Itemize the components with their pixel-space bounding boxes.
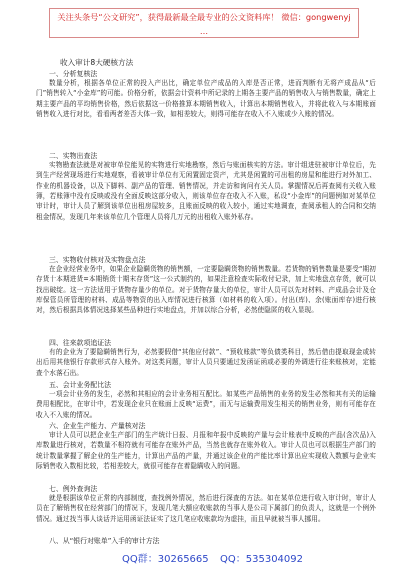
section-paragraph-4: 有的企业为了要隐瞒销售行为，必然要假借“其他应付款”、“预收账款”等负债类科目，然后借由提取现金或转出后用其他银行存款形式存入账外。对这类问题，审计人员只要通过发函证函或必要的外调进行往来账核对，定能查个水落石出。 [36, 348, 376, 377]
section-heading-5: 五、会计业务配比法 [49, 381, 112, 389]
section-heading-8: 八、从“银行对账单”入手的审计方法 [49, 537, 160, 545]
footer-qq-contact: QQ：535304092 [220, 554, 304, 565]
section-paragraph-2: 实物勘查法就是对被审单位能见的实物进行实地勘察，然后与账面核实的方法。审计组进驻被审计单位后，先到生产经营现场进行实地观察，看被审计单位有无闲置固定资产，尤其是闲置的可出租的房屋和能进行对外加工、作业的机器设备，以及下脚料、副产品的管理、销售情况，并走访和询问有关人员。掌握情况后再查阅有关收入账簿，若账簿中没有反映或没有全面反映这部分收入，则该单位存在收入不入账，私设“小金库”的问题例如对某单位审计时，审计人员了解到该单位出租房屋较多，且账面反映的收入较小，通过实地调查，查阅承租人的合同和交纳租金情况，发现几年来该单位几个管理人员将几万元的出租收入账外私存。 [36, 161, 376, 221]
section-heading-7: 七、例外查询法 [49, 485, 98, 493]
section-heading-4: 四、往来款项追证法 [49, 339, 112, 347]
banner-second-line: … [199, 26, 209, 36]
section-heading-6: 六、企业生产能力、产量核对法 [49, 422, 146, 430]
section-heading-1: 一、分析复核法 [49, 70, 98, 78]
document-title: 收入审计8大硬核方法 [60, 58, 134, 67]
banner-promo-text: 关注头条号“公文研究”，获得最新最全最专业的公文资料库！ 微信：gongwenyj [57, 12, 351, 22]
section-heading-2: 二、实物出查法 [49, 152, 98, 160]
section-heading-3: 三、实物收付核对及实物盘点法 [49, 256, 146, 264]
header-banner [49, 8, 359, 38]
section-paragraph-7: 就是根据该单位正常的内部制度，查找例外情况，然后进行深查的方法。如在某单位进行收入审计时，审计人员在了解销售权在经营部门的情况下，发现几笔大额应收账款的当事人是公司下属部门的负责人，这就是一个例外情况。通过找当事人谈话并运用函证法证实了这几笔应收账款均为虚挂，而且早就被当事人挪用。 [36, 494, 376, 523]
section-paragraph-3: 在企业经营业务中，如果企业隐瞒货物的销售额，一定要隐瞒货物的销售数量。若货物的销售数量是要受“期初存货十本期进货=本期销货十期末存货”这一公式制约的，如果注意检查实际收付记录，加上实地盘点存货，就可以找出破绽。这一方法适用于货物存量少的单位。对于货物存量大的单位，审计人员可以先对材料、产成品会计及仓库保管员所管理的材料、成品等物资的出入库情况进行核算（如材料的收入项）。付出(库)、余(账面库存)进行核对，然后根据具体情况选择某些品种进行实地盘点，并加以综合分析，必然使隐匿的收入显现。 [36, 265, 376, 315]
section-paragraph-6: 审计人员可以把企业生产部门的生产统计日报、月报和年报中反映的产量与会计账表中反映的产品(含次品)入库数量进行核对，若数量不相符就有可能存在账外产品，当然也就存在账外收入。审计人员也可以根据生产部门的统计数量掌握了解企业的生产能力，计算出产品的产量，并通过该企业的产能比率计算出应实现收入数额与企业实际销售收入数相比较，若相差较大，就很可能存在着隐瞒收入的问题。 [36, 431, 376, 471]
footer-qq-group: QQ群：30265665 [122, 554, 209, 565]
section-paragraph-5: 一项会计业务的发生，必然和其相应的会计业务相互配比。如某些产品销售的业务的发生必然和其有关的运输费用相配比，在审计中，若发现企业只在账面上反映“运费”，而无与运输费用发生相关的销售业务，则有可能存在收入不入账的情况。 [36, 390, 376, 419]
section-paragraph-1: 数量分析，根据各单位正常的投入产出比，确定单位产成品的入库是否正常，进而判断有无将产成品从“后门”销售转入“小金库”的可能。价格分析，依据会计资料中所记录的上期各主要产品的销售收入与销售数量，确定上期主要产品的平均销售价格，然后依据这一价格推算本期销售收入，计算出本期销售收入，并将此收入与本期账面销售收入进行对比，看看两者差否大体一致，如相差较大，则得可能存在收入不入账或少入账的情况。 [36, 79, 376, 119]
